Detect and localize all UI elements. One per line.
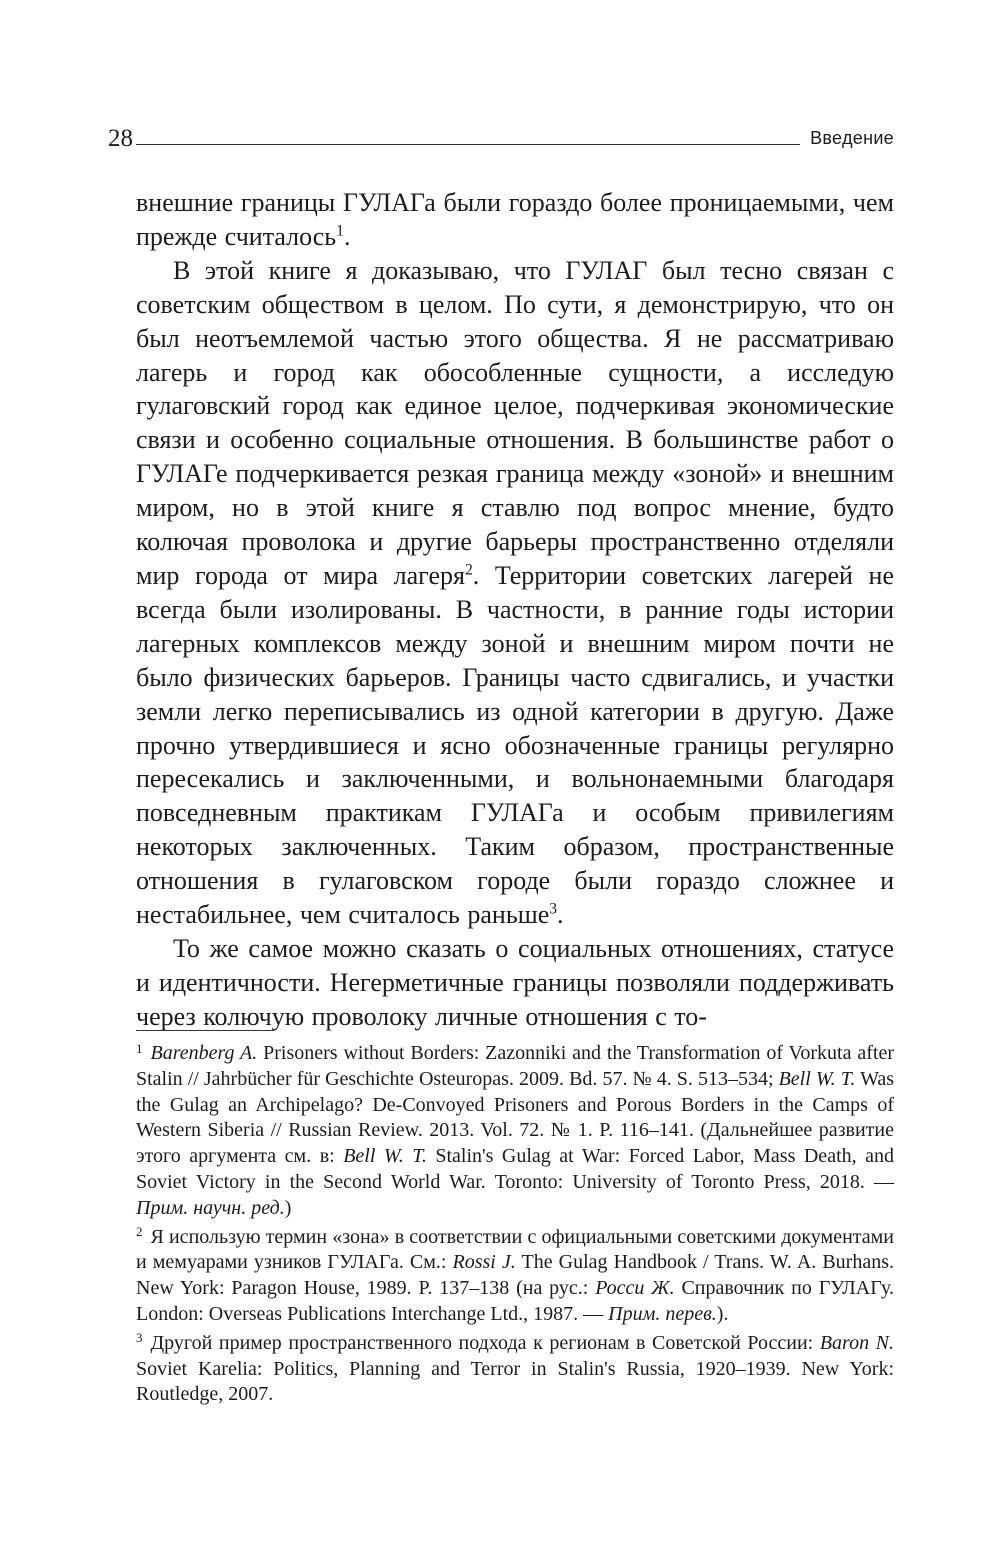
footnote-mark-3: 3 xyxy=(136,1330,143,1346)
footnote-ref-3[interactable]: 3 xyxy=(549,900,558,918)
footnote-mark-1: 1 xyxy=(136,1040,143,1056)
paragraph-2: В этой книге я доказываю, что ГУЛАГ был тесно связан с советским обществом в целом. По сути, я демонстрирую, что он был неотъемлемой частью этого общества. Я не рассматриваю лагерь и город как обособленные сущности, а исследую гулаговский город как единое целое, подчеркивая экономические связи и особенно социальные отношения. В большинстве работ о ГУЛАГе подчеркивается резкая граница между «зоной» и внешним миром, но в этой книге я ставлю под вопрос мнение, будто колючая проволока и другие барьеры пространственно отделяли мир города от мира лагеря$^2$. Территории советских лагерей не всегда были изолированы. В частности, в ранние годы истории лагерных комплексов между зоной и внешним миром почти не было физических барьеров. Границы часто сдвигались, и участки земли легко переписывались из одной категории в другую. Даже прочно утвердившиеся и ясно обозначенные границы регулярно пересекались и заключенными, и вольнонаемными благодаря повседневным практикам ГУЛАГа и особым привилегиям некоторых заключенных. Таким образом, пространственные отношения в гулаговском городе были гораздо сложнее и нестабильнее, чем считалось раньше$^3$. xyxy=(136,255,895,930)
main-text xyxy=(136,186,894,1034)
footnote-rule xyxy=(136,1030,274,1031)
paragraph-1: внешние границы ГУЛАГа были гораздо более проницаемыми, чем прежде считалось$^1$. xyxy=(136,188,894,251)
footnotes xyxy=(136,1041,894,1411)
footnote-3: $^3$ Другой пример пространственного подхода к регионам в Советской России: Baron N. Soviet Karelia: Politics, Planning and Terror in Stalin's Russia, 1920–1939. New York: Routledge, 2007. xyxy=(136,1330,894,1406)
section-title: Введение xyxy=(810,128,894,148)
paragraph-3: То же самое можно сказать о социальных отношениях, статусе и идентичности. Негерметичные границы позволяли поддерживать через колючую проволоку личные отношения с то- xyxy=(136,933,894,1031)
page-number: 28 xyxy=(108,125,133,152)
footnote-1: $^1$ Barenberg A. Prisoners without Borders: Zazonniki and the Transformation of Vorkuta after Stalin // Jahrbücher für Geschichte Osteuropas. 2009. Bd. 57. № 4. S. 513–534; Bell W. T. Was the Gulag an Archipelago? De-Convoyed Prisoners and Porous Borders in the Camps of Western Siberia // Russian Review. 2013. Vol. 72. № 1. P. 116–141. (Дальнейшее развитие этого аргумента см. в: Bell W. T. Stalin's Gulag at War: Forced Labor, Mass Death, and Soviet Victory in the Second World War. Toronto: University of Toronto Press, 2018. — Прим. научн. ред.) xyxy=(136,1040,895,1219)
running-header xyxy=(108,124,894,154)
header-rule xyxy=(136,144,800,145)
footnote-mark-2: 2 xyxy=(136,1224,143,1240)
footnote-ref-2[interactable]: 2 xyxy=(464,561,473,579)
footnote-ref-1[interactable]: 1 xyxy=(336,222,344,240)
footnote-2: $^2$ Я использую термин «зона» в соответствии с официальными советскими документами и мемуарами узников ГУЛАГа. См.: Rossi J. The Gulag Handbook / Trans. W. A. Burhans. New York: Paragon House, 1989. P. 137–138 (на рус.: Росси Ж. Справочник по ГУЛАГу. London: Overseas Publications Interchange Ltd., 1987. — Прим. перев.). xyxy=(136,1224,895,1325)
